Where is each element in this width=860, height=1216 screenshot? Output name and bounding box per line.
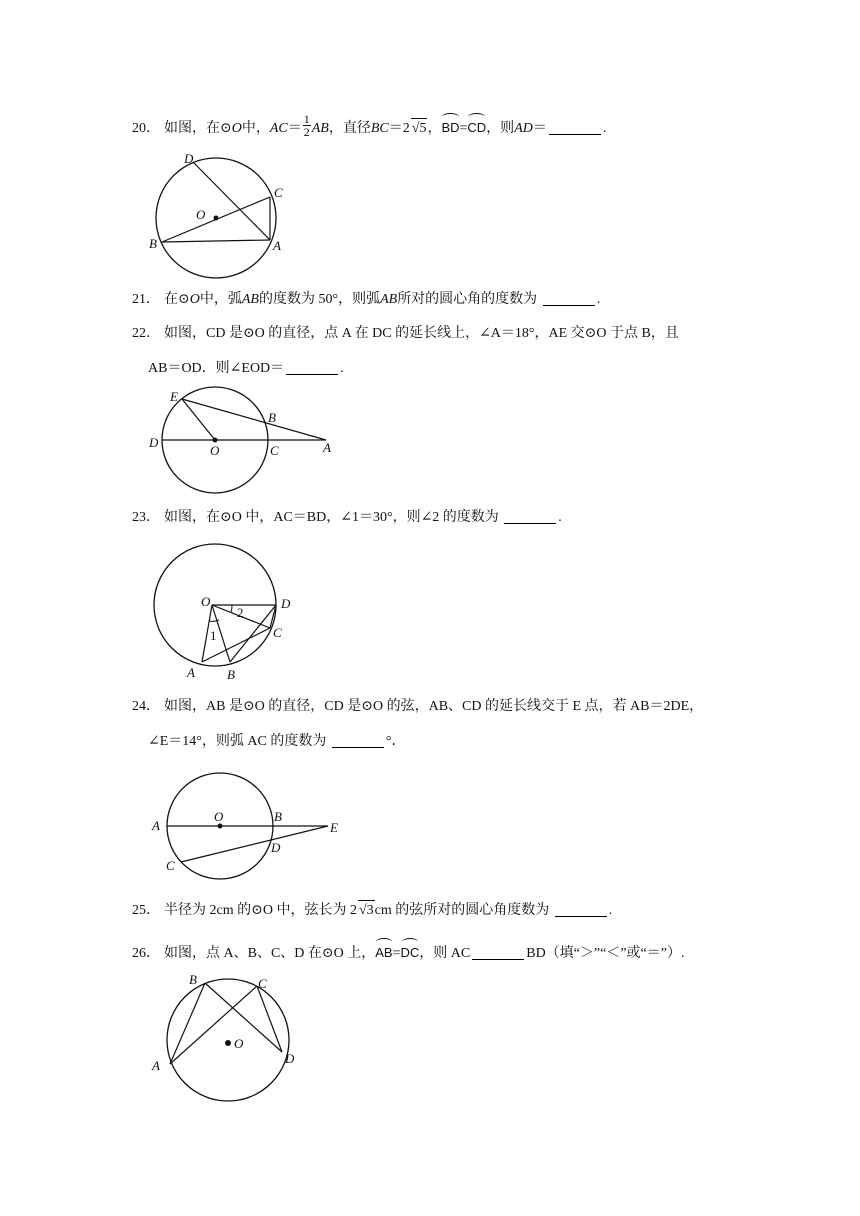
label-b: B	[274, 809, 282, 824]
question-20: 20． 如图，在⊙O中，AC＝ $\frac{1}{2}$ AB，直径BC＝2 √5，BD=CD，则AD＝ .	[132, 112, 607, 140]
label-b: B	[268, 410, 276, 425]
answer-blank[interactable]	[504, 509, 556, 524]
label-d: D	[271, 840, 281, 855]
figure-22	[140, 385, 340, 495]
answer-blank[interactable]	[472, 945, 524, 960]
answer-blank[interactable]	[549, 120, 601, 135]
sqrt-symbol: √3	[358, 900, 375, 921]
label-a: A	[152, 1058, 160, 1073]
label-a: A	[273, 238, 281, 253]
label-c: C	[166, 858, 175, 873]
label-b: B	[189, 972, 197, 987]
label-c: C	[273, 625, 282, 640]
arc-ab: AB	[375, 941, 392, 963]
label-o: O	[201, 594, 211, 609]
question-24-line2: ∠E＝14°，则弧 AC 的度数为 °．	[148, 734, 406, 749]
label-b: B	[227, 667, 235, 682]
label-o: O	[214, 809, 224, 824]
label-angle-1: 1	[210, 628, 217, 643]
label-b: B	[149, 236, 157, 251]
label-c: C	[274, 185, 283, 200]
label-d: D	[149, 435, 159, 450]
label-d: D	[281, 596, 291, 611]
label-a: A	[323, 440, 331, 455]
arc-cd: CD	[467, 116, 486, 138]
fraction: $\frac{1}{2}$	[303, 112, 310, 140]
question-22: 22． 如图，CD 是⊙O 的直径，点 A 在 DC 的延长线上，∠A＝18°，AE 交⊙O 于点 B，且	[132, 326, 679, 341]
question-22-line2: AB＝OD．则∠EOD＝ .	[148, 361, 344, 376]
label-d: D	[285, 1051, 295, 1066]
question-number: 20．	[132, 121, 160, 136]
label-o: O	[234, 1036, 244, 1051]
figure-24	[140, 766, 350, 886]
label-d: D	[184, 151, 194, 166]
label-e: E	[170, 389, 178, 404]
label-c: C	[270, 443, 279, 458]
sqrt-symbol: √5	[411, 118, 428, 139]
figure-20	[140, 150, 300, 285]
answer-blank[interactable]	[286, 360, 338, 375]
answer-blank[interactable]	[332, 733, 384, 748]
label-e: E	[330, 820, 338, 835]
question-21: 21． 在⊙O中，弧AB的度数为 50°，则弧AB所对的圆心角的度数为 .	[132, 292, 601, 307]
figure-23	[140, 535, 310, 685]
answer-blank[interactable]	[543, 291, 595, 306]
label-angle-2: 2	[237, 605, 244, 620]
arc-dc: DC	[401, 941, 420, 963]
question-24: 24． 如图，AB 是⊙O 的直径，CD 是⊙O 的弦，AB、CD 的延长线交于 E 点，若 AB＝2DE，	[132, 699, 704, 714]
question-23: 23． 如图，在⊙O 中，AC＝BD，∠1＝30°，则∠2 的度数为 .	[132, 510, 562, 525]
answer-blank[interactable]	[555, 902, 607, 917]
label-a: A	[187, 665, 195, 680]
arc-bd: BD	[441, 116, 459, 138]
label-o: O	[210, 443, 220, 458]
label-a: A	[152, 818, 160, 833]
label-c: C	[258, 976, 267, 991]
figure-26	[140, 970, 310, 1110]
label-o: O	[196, 207, 206, 222]
question-25: 25． 半径为 2cm 的⊙O 中，弦长为 2 √3cm 的弦所对的圆心角度数为 .	[132, 900, 612, 921]
question-26: 26． 如图，点 A、B、C、D 在⊙O 上，AB=DC，则 AC BD（填“＞”“＜”或“＝”）.	[132, 941, 684, 964]
